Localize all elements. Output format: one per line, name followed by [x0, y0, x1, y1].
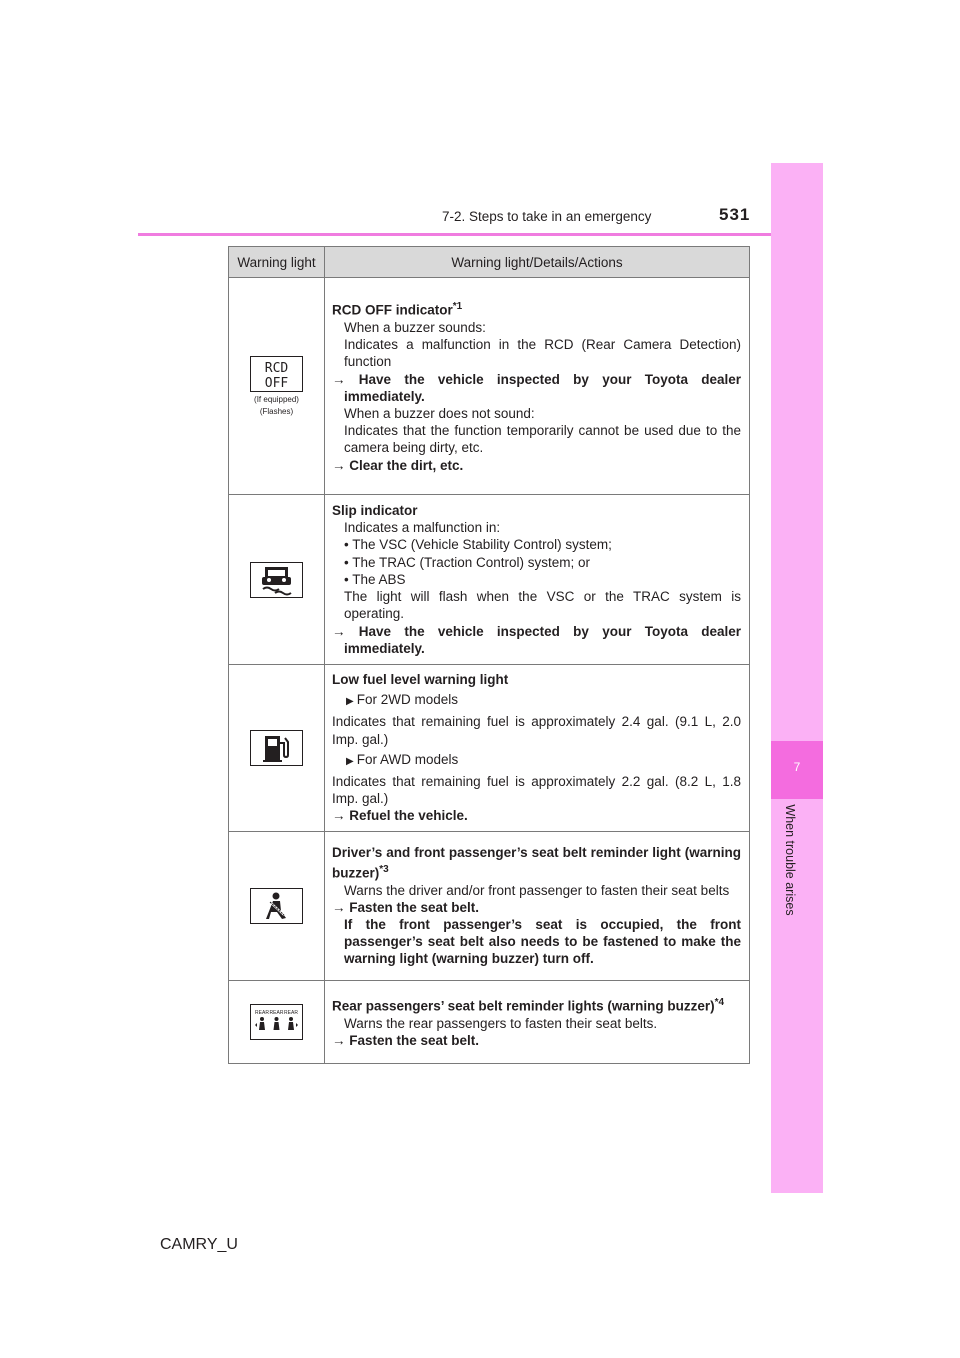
detail-line: When a buzzer sounds: [344, 319, 486, 335]
section-title: 7-2. Steps to take in an emergency [442, 209, 652, 224]
arrow-icon: → [332, 808, 346, 824]
row-title-text: Rear passengers’ seat belt reminder lights (warning buzzer) [332, 998, 715, 1014]
icon-note-flashes: (Flashes) [259, 407, 294, 416]
model-subheading-text: For 2WD models [356, 692, 458, 708]
footnote-marker: *3 [379, 863, 389, 875]
detail-line: Indicates a malfunction in the RCD (Rear Camera Detection) function [344, 337, 741, 370]
table-row [229, 980, 750, 1063]
details-cell [325, 495, 750, 665]
slip-indicator-graphic [251, 563, 302, 597]
seat-belt-icon [250, 888, 303, 924]
detail-line: When a buzzer does not sound: [344, 405, 535, 421]
model-subheading [332, 751, 741, 770]
action-continuation: If the front passenger’s seat is occupied, the front passenger’s seat belt also needs to be fastened to make the warning light (warning buzzer) turn off. [344, 916, 741, 967]
icon-cell [229, 980, 325, 1063]
bullet-item: • The TRAC (Traction Control) system; or [344, 554, 591, 570]
table-row [229, 831, 750, 980]
icon-cell [229, 831, 325, 980]
slip-indicator-icon [250, 562, 303, 598]
row-title: Low fuel level warning light [332, 672, 509, 687]
footer-model-code: CAMRY_U [160, 1236, 238, 1253]
seat-belt-graphic [251, 889, 302, 923]
action-text: Have the vehicle inspected by your Toyota dealer immediately. [344, 623, 741, 656]
bullet-item: • The ABS [344, 571, 406, 587]
row-title [332, 298, 741, 319]
details-cell [325, 665, 750, 832]
action-text: Clear the dirt, etc. [349, 457, 464, 473]
header-warning-light: Warning light [229, 247, 325, 278]
detail-line: Indicates a malfunction in: [344, 520, 501, 536]
action-text: Refuel the vehicle. [349, 808, 468, 824]
row-title [332, 844, 741, 882]
detail-line: Warns the rear passengers to fasten their seat belts. [344, 1015, 658, 1031]
chapter-side-tab [771, 163, 823, 1193]
warning-light-table [228, 246, 750, 1064]
chapter-number: 7 [793, 760, 801, 774]
rcd-off-icon-line2: OFF [264, 376, 289, 391]
action-line [332, 899, 741, 916]
rcd-off-icon-line1: RCD [264, 361, 289, 376]
action-line [332, 371, 741, 405]
action-line [332, 807, 741, 824]
detail-line: Indicates that the function temporarily cannot be used due to the camera being dirty, etc. [344, 423, 741, 456]
rear-label-center: REAR [269, 1009, 284, 1016]
triangle-marker-icon: ▶ [346, 755, 354, 767]
icon-note-if-equipped: (If equipped) [254, 395, 299, 404]
action-line [332, 1032, 741, 1049]
footnote-marker: *4 [714, 997, 725, 1009]
fuel-pump-icon [250, 730, 303, 766]
footnote-marker: *1 [452, 301, 463, 313]
header-details: Warning light/Details/Actions [325, 247, 750, 278]
action-text: Have the vehicle inspected by your Toyota dealer immediately. [344, 371, 741, 404]
arrow-icon: → [332, 623, 346, 639]
chapter-label: When trouble arises [783, 804, 797, 916]
action-line [332, 457, 741, 474]
bullet-item: • The VSC (Vehicle Stability Control) system; [344, 537, 612, 553]
icon-cell [229, 278, 325, 495]
action-text: Fasten the seat belt. [349, 899, 480, 915]
row-title-text: Driver’s and front passenger’s seat belt reminder light (warning buzzer) [332, 844, 741, 881]
detail-line: Indicates that remaining fuel is approximately 2.4 gal. (9.1 L, 2.0 Imp. gal.) [332, 714, 741, 747]
rear-label-right: REAR [284, 1009, 298, 1016]
table-row [229, 278, 750, 495]
detail-line: The light will flash when the VSC or the TRAC system is operating. [344, 589, 741, 622]
row-title-text: RCD OFF indicator [332, 302, 453, 318]
icon-cell [229, 665, 325, 832]
details-cell [325, 831, 750, 980]
fuel-pump-graphic [251, 731, 302, 765]
model-subheading-text: For AWD models [356, 751, 459, 767]
table-row [229, 495, 750, 665]
details-cell [325, 278, 750, 495]
page-number: 531 [719, 205, 751, 224]
header-rule [138, 233, 823, 236]
table-row [229, 665, 750, 832]
arrow-icon: → [332, 899, 346, 915]
rear-label-left: REAR [255, 1009, 269, 1016]
icon-cell [229, 495, 325, 665]
arrow-icon: → [332, 1032, 346, 1048]
details-cell [325, 980, 750, 1063]
detail-line: Indicates that remaining fuel is approximately 2.2 gal. (8.2 L, 1.8 Imp. gal.) [332, 774, 741, 807]
triangle-marker-icon: ▶ [346, 696, 354, 708]
action-text: Fasten the seat belt. [349, 1032, 480, 1048]
rear-seat-belt-icon [250, 1004, 303, 1040]
rcd-off-icon [250, 356, 303, 392]
rcd-off-graphic [251, 357, 302, 391]
detail-line: Warns the driver and/or front passenger to fasten their seat belts [344, 882, 730, 898]
action-line [332, 623, 741, 657]
row-title: Slip indicator [332, 503, 418, 519]
model-subheading [332, 691, 741, 710]
arrow-icon: → [332, 457, 346, 473]
rear-seat-belt-graphic [251, 1005, 302, 1039]
table-header-row [229, 247, 750, 278]
arrow-icon: → [332, 371, 346, 387]
row-title [332, 994, 741, 1015]
